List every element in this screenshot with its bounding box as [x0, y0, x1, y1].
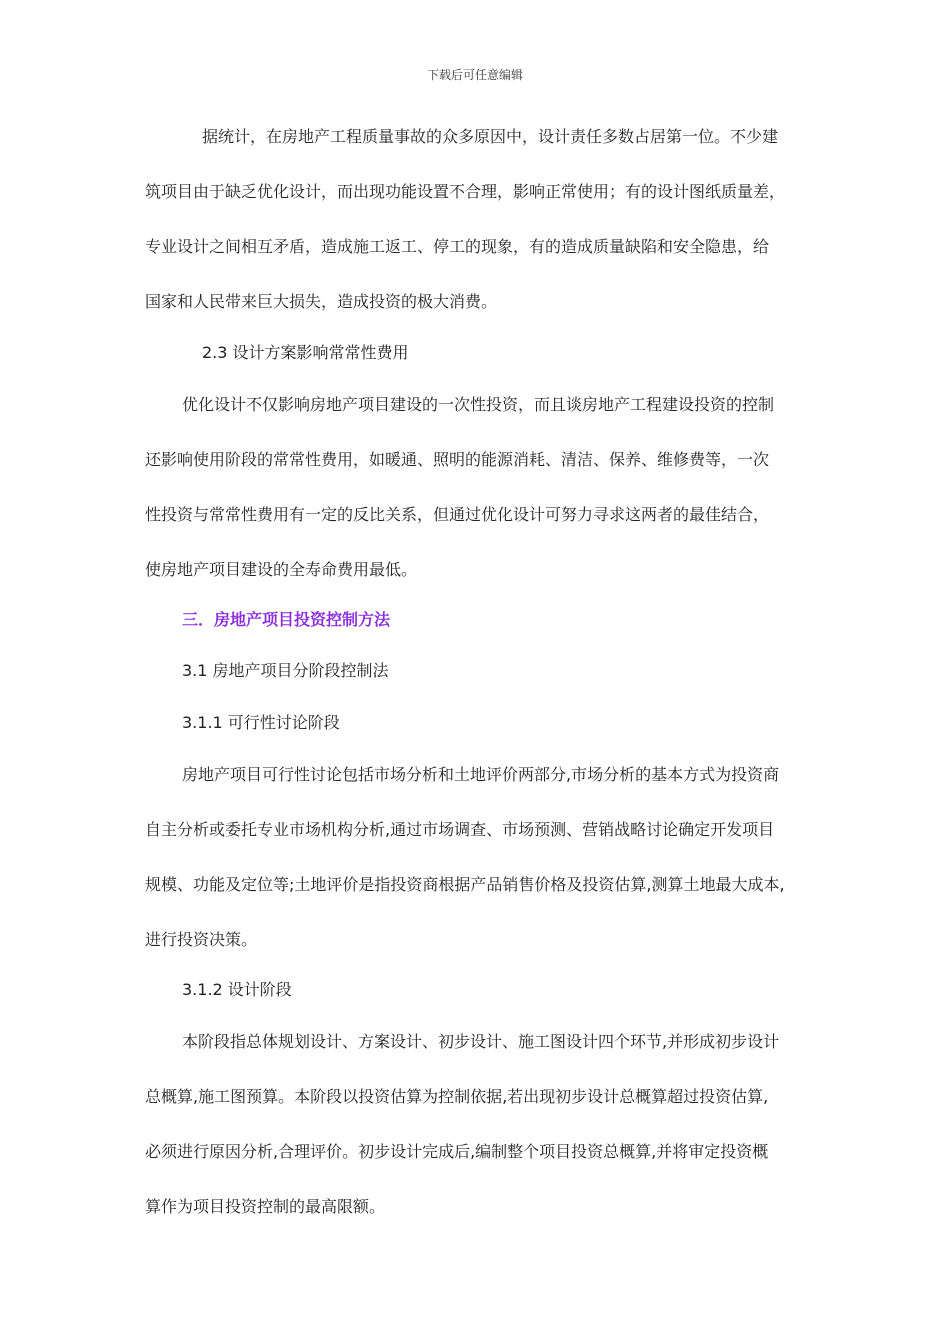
paragraph-line: 房地产项目可行性讨论包括市场分析和土地评价两部分,市场分析的基本方式为投资商 — [182, 765, 780, 784]
paragraph-line: 筑项目由于缺乏优化设计，而出现功能设置不合理，影响正常使用；有的设计图纸质量差， — [145, 182, 786, 201]
paragraph-line: 还影响使用阶段的常常性费用，如暖通、照明的能源消耗、清洁、保养、维修费等，一次 — [145, 450, 770, 469]
paragraph-line: 使房地产项目建设的全寿命费用最低。 — [145, 560, 418, 579]
subsection-heading: 3.1.2 设计阶段 — [182, 980, 292, 999]
paragraph-line: 性投资与常常性费用有一定的反比关系，但通过优化设计可努力寻求这两者的最佳结合， — [145, 505, 770, 524]
subsection-heading: 3.1.1 可行性讨论阶段 — [182, 713, 340, 732]
page-header: 下载后可任意编辑 — [426, 68, 523, 82]
paragraph-line: 总概算,施工图预算。本阶段以投资估算为控制依据,若出现初步设计总概算超过投资估算, — [145, 1087, 769, 1106]
subsection-heading: 2.3 设计方案影响常常性费用 — [202, 343, 409, 362]
paragraph-line: 专业设计之间相互矛盾，造成施工返工、停工的现象，有的造成质量缺陷和安全隐患，给 — [145, 237, 770, 256]
paragraph-line: 规模、功能及定位等;土地评价是指投资商根据产品销售价格及投资估算,测算土地最大成本, — [145, 875, 785, 894]
paragraph-line: 优化设计不仅影响房地产项目建设的一次性投资，而且谈房地产工程建设投资的控制 — [182, 395, 775, 414]
subsection-heading: 3.1 房地产项目分阶段控制法 — [182, 661, 389, 680]
paragraph-line: 必须进行原因分析,合理评价。初步设计完成后,编制整个项目投资总概算,并将审定投资概 — [145, 1142, 769, 1161]
paragraph-line: 自主分析或委托专业市场机构分析,通过市场调查、市场预测、营销战略讨论确定开发项目 — [145, 820, 775, 839]
paragraph-line: 本阶段指总体规划设计、方案设计、初步设计、施工图设计四个环节,并形成初步设计 — [182, 1032, 780, 1051]
paragraph-line: 算作为项目投资控制的最高限额。 — [145, 1197, 386, 1216]
paragraph-line: 进行投资决策。 — [145, 930, 258, 949]
paragraph-line: 国家和人民带来巨大损失，造成投资的极大消费。 — [145, 292, 498, 311]
paragraph-line: 据统计，在房地产工程质量事故的众多原因中，设计责任多数占居第一位。不少建 — [202, 127, 779, 146]
section-heading: 三．房地产项目投资控制方法 — [182, 610, 391, 629]
